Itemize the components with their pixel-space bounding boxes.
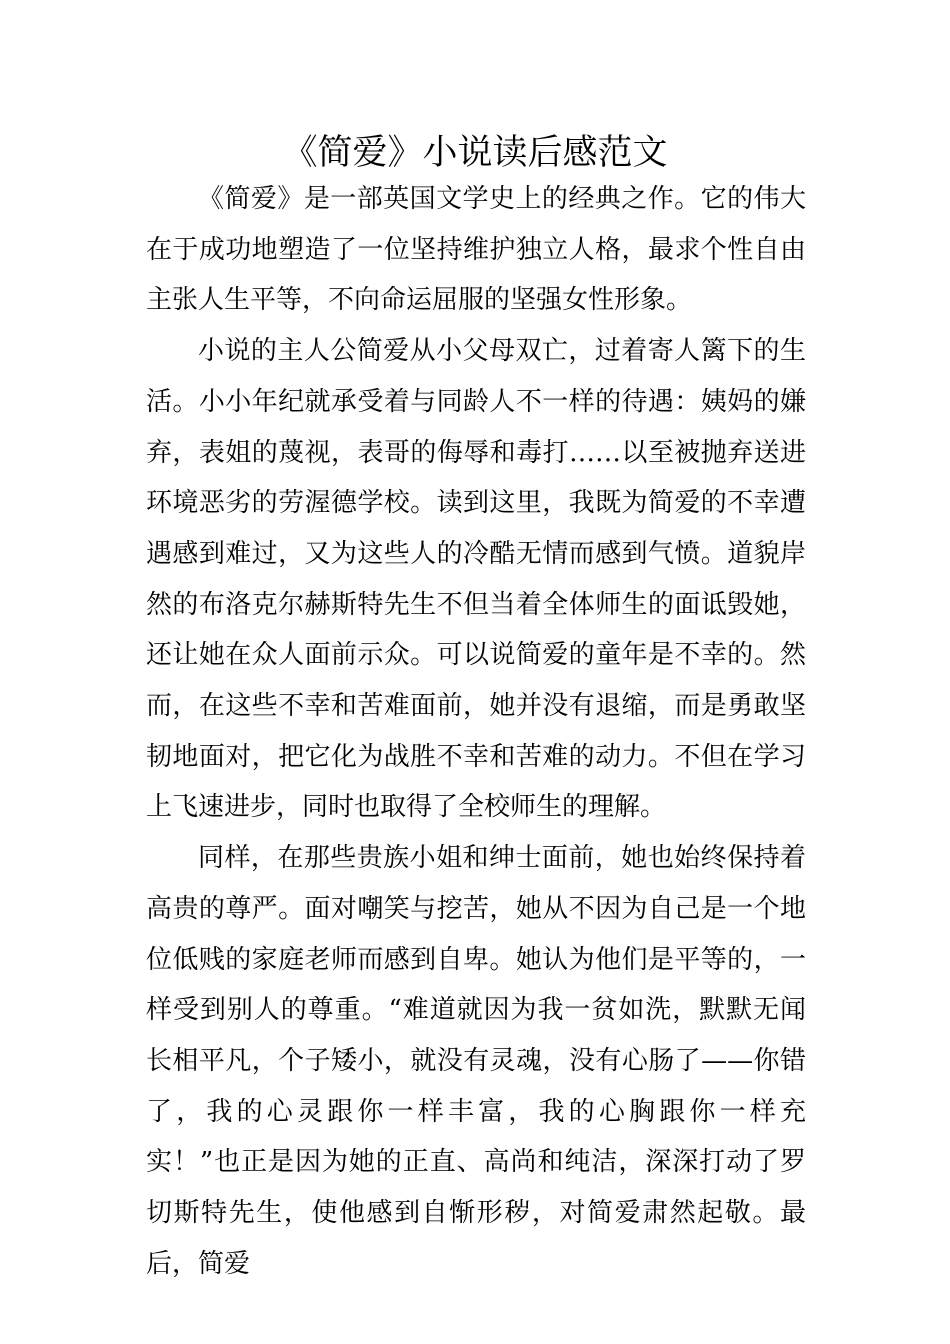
- paragraph-2: 小说的主人公简爱从小父母双亡，过着寄人篱下的生活。小小年纪就承受着与同龄人不一样的待遇：姨妈的嫌弃，表姐的蔑视，表哥的侮辱和毒打……以至被抛弃送进环境恶劣的劳渥德学校。读到这里，我既为简爱的不幸遭遇感到难过，又为这些人的冷酷无情而感到气愤。道貌岸然的布洛克尔赫斯特先生不但当着全体师生的面诋毁她，还让她在众人面前示众。可以说简爱的童年是不幸的。然而，在这些不幸和苦难面前，她并没有退缩，而是勇敢坚韧地面对，把它化为战胜不幸和苦难的动力。不但在学习上飞速进步，同时也取得了全校师生的理解。: [146, 336, 806, 823]
- paragraph-3: 同样，在那些贵族小姐和绅士面前，她也始终保持着高贵的尊严。面对嘲笑与挖苦，她从不因为自己是一个地位低贱的家庭老师而感到自卑。她认为他们是平等的，一样受到别人的尊重。“难道就因为我一贫如洗，默默无闻长相平凡，个子矮小，就没有灵魂，没有心肠了——你错了，我的心灵跟你一样丰富，我的心胸跟你一样充实！”也正是因为她的正直、高尚和纯洁，深深打动了罗切斯特先生，使他感到自惭形秽，对简爱肃然起敬。最后，简爱: [146, 843, 806, 1279]
- document-title: 《简爱》小说读后感范文: [282, 133, 668, 173]
- paragraph-1: 《简爱》是一部英国文学史上的经典之作。它的伟大在于成功地塑造了一位坚持维护独立人格，最求个性自由主张人生平等，不向命运屈服的坚强女性形象。: [146, 184, 806, 316]
- document-body: [146, 174, 806, 1289]
